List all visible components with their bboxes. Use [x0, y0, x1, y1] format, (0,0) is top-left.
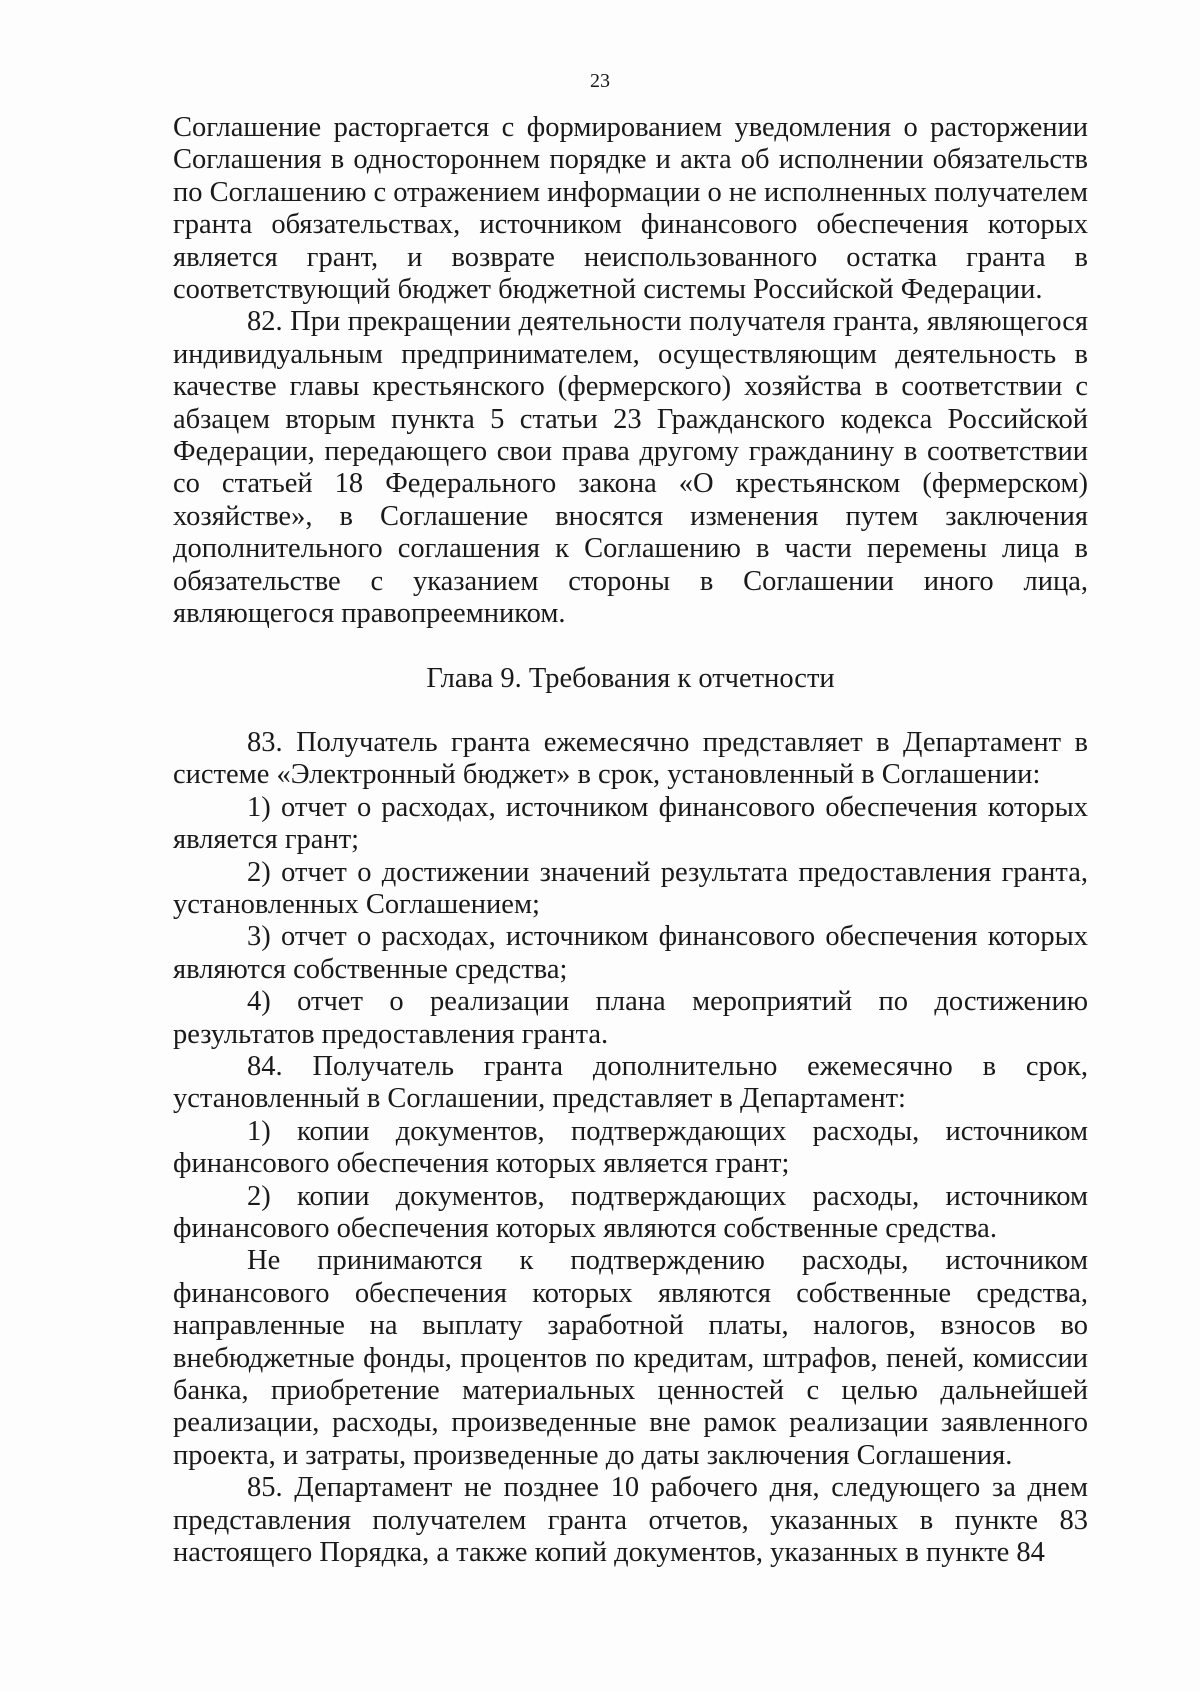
page-number: 23: [590, 70, 610, 92]
paragraph-84-item-2: 2) копии документов, подтверждающих расходы, источником финансового обеспечения которых являются собственные средства.: [173, 1180, 1088, 1244]
paragraph-84-item-1: 1) копии документов, подтверждающих расходы, источником финансового обеспечения которых является грант;: [173, 1115, 1088, 1180]
paragraph-83-item-4: 4) отчет о реализации плана мероприятий по достижению результатов предоставления гранта.: [173, 986, 1088, 1050]
paragraph-agreement-termination: Соглашение расторгается с формированием уведомления о расторжении Соглашения в одностороннем порядке и акта об исполнении обязательств по Соглашению с отражением информации о не исполненных получателем гранта обязательствах, источником финансового обеспечения которых является грант, и возврате неиспользованного остатка гранта в соответствующий бюджет бюджетной системы Российской Федерации.: [173, 112, 1088, 306]
document-body: [173, 112, 1088, 1569]
paragraph-85: 85. Департамент не позднее 10 рабочего дня, следующего за днем представления получателем гранта отчетов, указанных в пункте 83 настоящего Порядка, а также копий документов, указанных в пункте 84: [173, 1472, 1088, 1569]
paragraph-83: 83. Получатель гранта ежемесячно представляет в Департамент в системе «Электронный бюджет» в срок, установленный в Соглашении:: [173, 726, 1088, 791]
paragraph-82: 82. При прекращении деятельности получателя гранта, являющегося индивидуальным предпринимателем, осуществляющим деятельность в качестве главы крестьянского (фермерского) хозяйства в соответствии с абзацем вторым пункта 5 статьи 23 Гражданского кодекса Российской Федерации, передающего свои права другому гражданину в соответствии со статьей 18 Федерального закона «О крестьянском (фермерском) хозяйстве», в Соглашение вносятся изменения путем заключения дополнительного соглашения к Соглашению в части перемены лица в обязательстве с указанием стороны в Соглашении иного лица, являющегося правопреемником.: [173, 306, 1088, 630]
chapter-title: Глава 9. Требования к отчетности: [426, 662, 835, 694]
paragraph-83-item-3: 3) отчет о расходах, источником финансового обеспечения которых являются собственные средства;: [173, 921, 1088, 985]
paragraph-83-item-2: 2) отчет о достижении значений результата предоставления гранта, установленных Соглашением;: [173, 856, 1088, 920]
paragraph-84-exclusions: Не принимаются к подтверждению расходы, источником финансового обеспечения которых являются собственные средства, направленные на выплату заработной платы, налогов, взносов во внебюджетные фонды, процентов по кредитам, штрафов, пеней, комиссии банка, приобретение материальных ценностей с целью дальнейшей реализации, расходы, произведенные вне рамок реализации заявленного проекта, и затраты, произведенные до даты заключения Соглашения.: [173, 1245, 1088, 1471]
paragraph-84: 84. Получатель гранта дополнительно ежемесячно в срок, установленный в Соглашении, представляет в Департамент:: [173, 1050, 1088, 1115]
paragraph-83-item-1: 1) отчет о расходах, источником финансового обеспечения которых является грант;: [173, 791, 1088, 856]
